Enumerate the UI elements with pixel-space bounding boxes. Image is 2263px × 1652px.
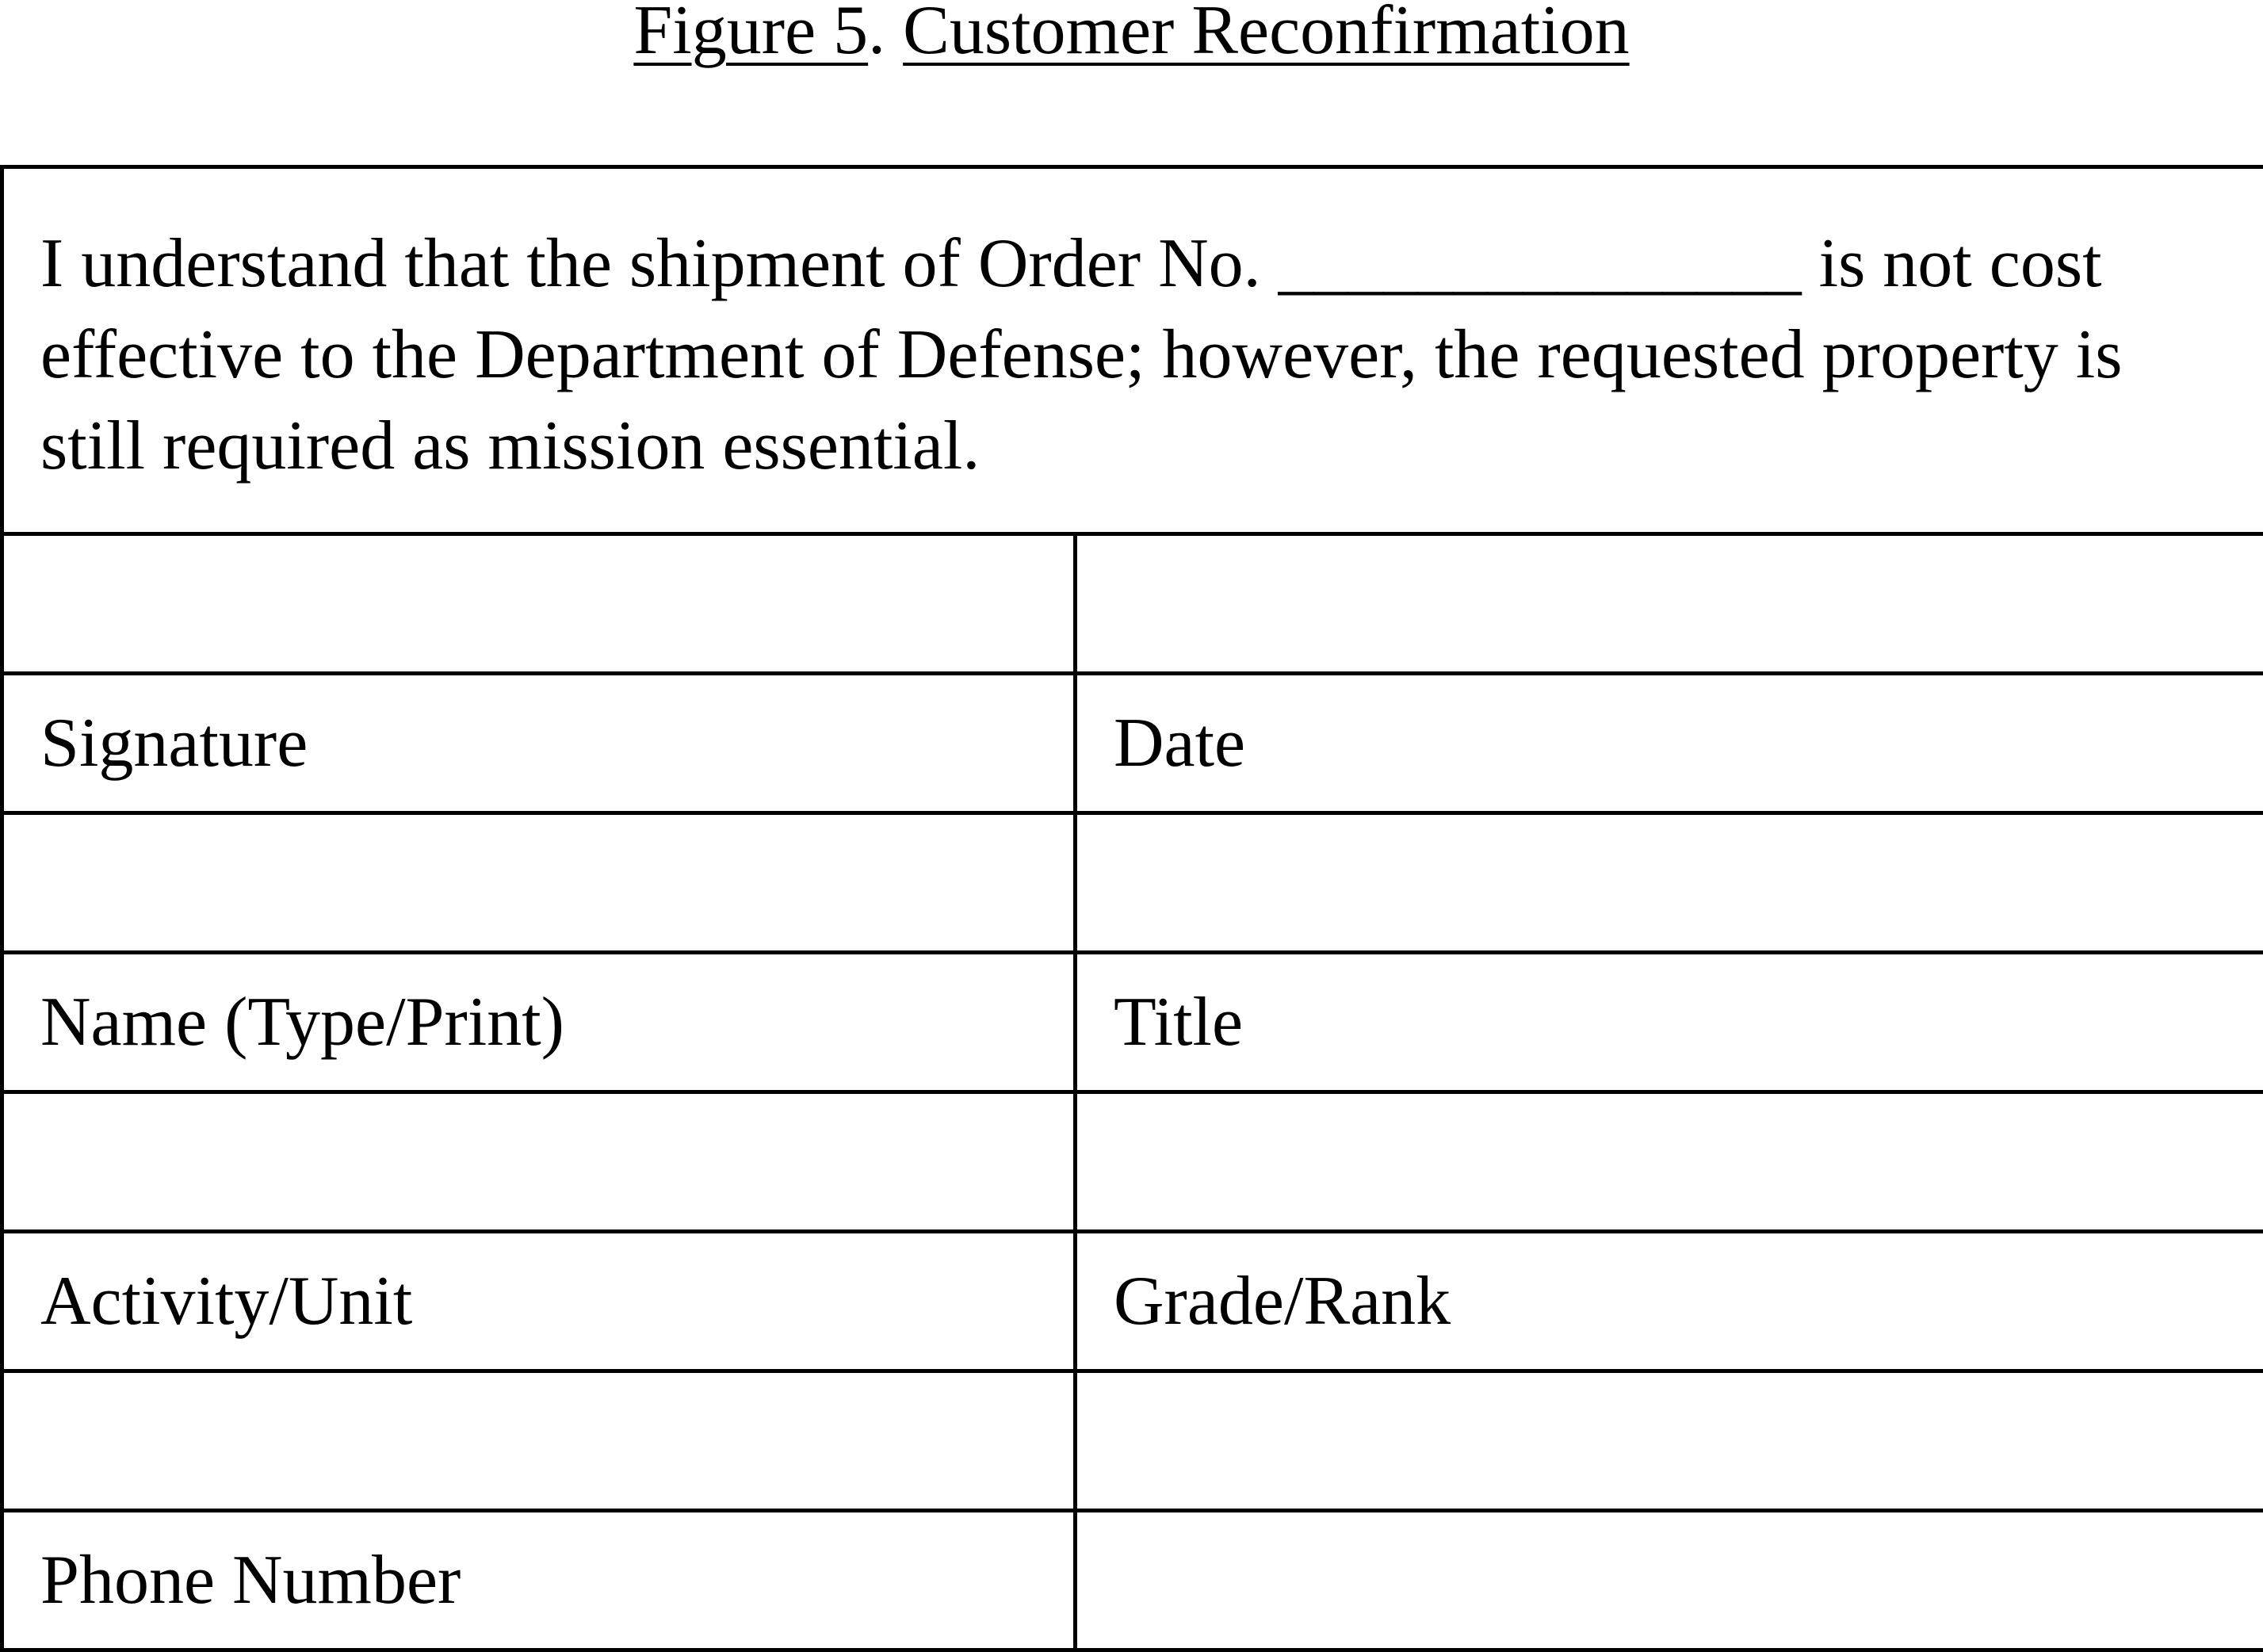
- figure-separator: .: [868, 0, 903, 69]
- signature-entry-row: [2, 534, 2263, 674]
- date-label: Date: [1076, 674, 2263, 813]
- empty-field: [1076, 1371, 2263, 1511]
- statement-row: [2, 167, 2263, 534]
- activity-label: Activity/Unit: [2, 1232, 1076, 1371]
- phone-field[interactable]: [2, 1371, 1076, 1511]
- name-entry-row: [2, 813, 2263, 953]
- reconfirmation-form: [0, 165, 2263, 1652]
- grade-field[interactable]: [1076, 1092, 2263, 1232]
- phone-label-row: [2, 1511, 2263, 1650]
- name-label: Name (Type/Print): [2, 953, 1076, 1092]
- name-label-row: [2, 953, 2263, 1092]
- signature-field[interactable]: [2, 534, 1076, 674]
- phone-label: Phone Number: [2, 1511, 1076, 1650]
- figure-name: Customer Reconfirmation: [903, 0, 1629, 69]
- title-label: Title: [1076, 953, 2263, 1092]
- signature-label-row: [2, 674, 2263, 813]
- activity-label-row: [2, 1232, 2263, 1371]
- grade-label: Grade/Rank: [1076, 1232, 2263, 1371]
- date-field[interactable]: [1076, 534, 2263, 674]
- activity-entry-row: [2, 1092, 2263, 1232]
- statement-text: I understand that the shipment of Order No. _______________ is not cost effective to the Department of Defense; however, the requested property is still required as mission essential.: [2, 167, 2263, 534]
- signature-label: Signature: [2, 674, 1076, 813]
- figure-label: Figure 5: [633, 0, 868, 69]
- empty-label-cell: [1076, 1511, 2263, 1650]
- activity-field[interactable]: [2, 1092, 1076, 1232]
- name-field[interactable]: [2, 813, 1076, 953]
- title-field[interactable]: [1076, 813, 2263, 953]
- phone-entry-row: [2, 1371, 2263, 1511]
- figure-title: [0, 0, 2263, 75]
